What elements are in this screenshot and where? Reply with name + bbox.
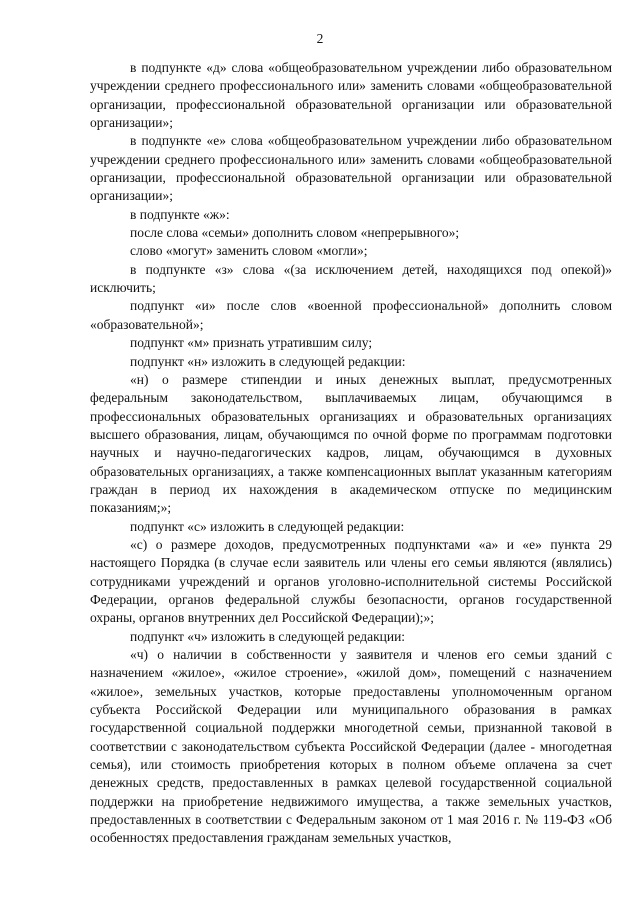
paragraph: в подпункте «д» слова «общеобразовательном учреждении либо образовательном учреждении среднего профессионального или» заменить словами «общеобразовательной организации, профессиональной образовательной организации или образовательной организации»; bbox=[90, 60, 612, 131]
paragraph: подпункт «н» изложить в следующей редакции: bbox=[130, 353, 406, 369]
paragraph: «с) о размере доходов, предусмотренных подпунктами «а» и «е» пункта 29 настоящего Порядка (в случае если заявитель или члены его семьи являются (являлись) сотрудниками учреждений и органов уголовно-исполнительной системы Российской Федерации, органов федеральной службы безопасности, органов государственной охраны, органов внутренних дел Российской Федерации);»; bbox=[90, 536, 612, 626]
paragraph: в подпункте «е» слова «общеобразовательном учреждении либо образовательном учреждении среднего профессионального или» заменить словами «общеобразовательной организации, профессиональной образовательной организации или образовательной организации»; bbox=[90, 133, 612, 204]
paragraph: подпункт «ч» изложить в следующей редакции: bbox=[130, 628, 406, 644]
paragraph: после слова «семьи» дополнить словом «непрерывного»; bbox=[130, 225, 460, 241]
paragraph: «н) о размере стипендии и иных денежных выплат, предусмотренных федеральным законодательством, выплачиваемых лицам, обучающимся в профессиональных образовательных организациях и образовательных организациях высшего образования, лицам, обучающимся по очной форме по программам подготовки научных и научно-педагогических кадров, лицам, обучающимся в духовных образовательных организациях, а также компенсационных выплат указанным категориям граждан в период их нахождения в академическом отпуске по медицинским показаниям;»; bbox=[90, 371, 612, 516]
paragraph: в подпункте «ж»: bbox=[130, 206, 230, 222]
paragraph: подпункт «и» после слов «военной профессиональной» дополнить словом «образовательной»; bbox=[90, 298, 612, 332]
paragraph: в подпункте «з» слова «(за исключением детей, находящихся под опекой)» исключить; bbox=[90, 261, 612, 296]
page-number: 2 bbox=[316, 31, 324, 46]
document-body bbox=[90, 59, 612, 848]
paragraph-continued: «ч) о наличии в собственности у заявителя и членов его семьи зданий с назначением «жилое», «жилое строение», «жилой дом», помещений с назначением «жилое», земельных участков, которые предоставлены уполномоченным органом субъекта Российской Федерации или муниципального образования в рамках государственной социальной поддержки многодетной семьи, признанной таковой в соответствии с законодательством субъекта Российской Федерации (далее - многодетная семья), или стоимость приобретения которых в полном объеме оплачена за счет денежных средств, предоставленных в рамках целевой государственной социальной поддержки на приобретение недвижимого имущества, а также земельных участков, предоставленных в соответствии с Федеральным законом от 1 мая 2016 г. № 119-ФЗ «Об особенностях предоставления гражданам земельных участков, bbox=[90, 647, 612, 846]
paragraph: подпункт «с» изложить в следующей редакции: bbox=[130, 518, 405, 534]
paragraph: подпункт «м» признать утратившим силу; bbox=[130, 335, 373, 351]
paragraph: слово «могут» заменить словом «могли»; bbox=[130, 243, 368, 259]
